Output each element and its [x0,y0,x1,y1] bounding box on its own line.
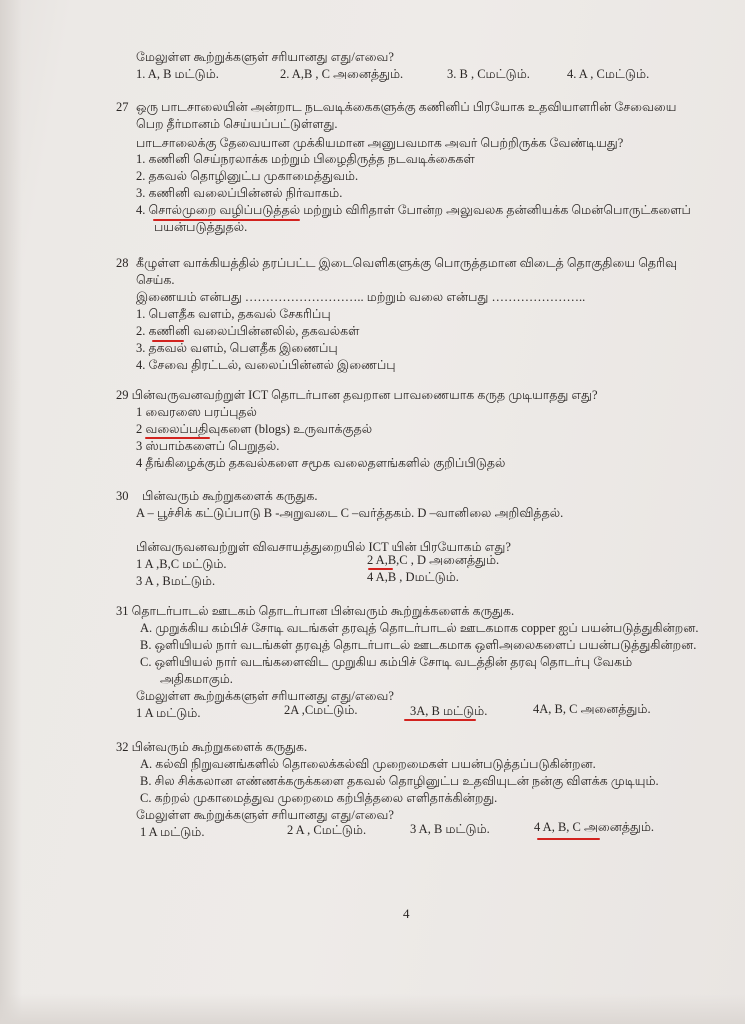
q30-option-2: 2 A,B,C , D அனைத்தும். [367,553,500,567]
q27-option-1: 1. கணினி செய்நரலாக்க மற்றும் பிழைதிருத்த நடவடிக்கைகள் [136,152,475,166]
q32-option-2: 2 A , Cமட்டும். [287,823,367,837]
q28-line2: செய்க. [136,273,175,287]
q32-option-1: 1 A மட்டும். [140,825,205,839]
top-option-1: 1. A, B மட்டும். [136,67,219,81]
page-number: 4 [403,906,410,921]
q31-answer-underline [404,719,476,721]
q30-option-3: 3 A , Bமட்டும். [136,574,216,588]
q27-number: 27 [116,100,129,114]
q29-option-3: 3 ஸ்பாம்களைப் பெறுதல். [136,439,280,453]
top-question-line: மேலுள்ள கூற்றுக்களுள் சரியானது எது/எவை? [136,50,394,64]
q29-line1 [116,388,598,403]
q32-statement-c: C. கற்றல் முகாமைத்துவ முறைமை கற்பித்தலை எளிதாக்கின்றது. [140,791,498,805]
q29-option-4: 4 தீங்கிழைக்கும் தகவல்களை சமூக வலைதளங்களில் குறிப்பிடுதல் [136,456,506,470]
q32-number: 32 [116,740,129,754]
q27-option-4-cont: பயன்படுத்துதல். [154,220,248,234]
page-shadow-bottom [0,994,745,1024]
q30-number: 30 [116,489,129,503]
q31-question-line: மேலுள்ள கூற்றுக்களுள் சரியானது எது/எவை? [136,689,394,703]
q30-line3: பின்வருவனவற்றுள் விவசாயத்துறையில் ICT யின் பிரயோகம் எது? [136,540,511,554]
q29-number: 29 [116,388,129,402]
q31-statement-b: B. ஒளியியல் நார் வடங்கள் தரவுத் தொடர்பாடல் ஊடகமாக ஒளிஅலைகளைப் பயன்படுத்துகின்றன. [140,638,697,652]
q32-statement-a: A. கல்வி நிறுவனங்களில் தொலைக்கல்வி முறைமைகள் பயன்படுத்தப்படுகின்றன. [140,757,596,771]
q27-line1: ஒரு பாடசாலையின் அன்றாட நடவடிக்கைகளுக்கு கணினிப் பிரயோக உதவியாளரின் சேவையை [136,100,677,114]
q30-line1: பின்வரும் கூற்றுகளைக் கருதுக. [142,489,318,503]
q32-question-line: மேலுள்ள கூற்றுக்களுள் சரியானது எது/எவை? [136,808,394,822]
q29-option-1: 1 வைரஸை பரப்புதல் [136,405,257,419]
q28-line3: இணையம் என்பது ……………………….. மற்றும் வலை என்பது ………………….. [136,290,586,304]
q28-option-1: 1. பௌதீக வளம், தகவல் சேகரிப்பு [136,307,331,321]
q32-option-4: 4 A, B, C அனைத்தும். [534,820,655,834]
q27-line2: பெற தீர்மானம் செய்யப்பட்டுள்ளது. [136,117,338,131]
q32-option-3: 3 A, B மட்டும். [410,822,490,836]
q31-option-4: 4A, B, C அனைத்தும். [533,702,651,716]
q31-option-2: 2A ,Cமட்டும். [284,703,358,717]
q28-number: 28 [116,256,129,270]
q31-line1-text: தொடர்பாடல் ஊடகம் தொடர்பான பின்வரும் கூற்றுக்களைக் கருதுக. [131,604,515,618]
q30-line2: A – பூச்சிக் கட்டுப்பாடு B -அறுவடை C –வர்த்தகம். D –வானிலை அறிவித்தல். [136,506,564,520]
q31-statement-a: A. முறுக்கிய கம்பிச் சோடி வடங்கள் தரவுத் தொடர்பாடல் ஊடகமாக copper ஐப் பயன்படுத்துகின்றன. [140,621,699,635]
q29-option-2: 2 வலைப்பதிவுகளை (blogs) உருவாக்குதல் [136,422,373,436]
top-option-3: 3. B , Cமட்டும். [447,67,530,81]
q27-option-2: 2. தகவல் தொழினுட்ப முகாமைத்துவம். [136,169,359,183]
q28-option-3: 3. தகவல் வளம், பௌதீக இணைப்பு [136,341,338,355]
q30-option-1: 1 A ,B,C மட்டும். [136,557,227,571]
q31-line1 [116,604,514,619]
q27-line3: பாடசாலைக்கு தேவையான முக்கியமான அனுபவமாக அவர் பெற்றிருக்க வேண்டியது? [136,136,624,150]
q32-statement-b: B. சில சிக்கலான எண்ணக்கருக்களை தகவல் தொழினுட்ப உதவியுடன் நன்கு விளக்க முடியும். [140,774,659,788]
q28-option-4: 4. சேவை திரட்டல், வலைப்பின்னல் இணைப்பு [136,358,396,372]
top-option-4: 4. A , Cமட்டும். [567,67,650,81]
q29-line1-text: பின்வருவனவற்றுள் ICT தொடர்பான தவறான பாவணையாக கருத முடியாதது எது? [131,388,598,402]
q31-statement-c: C. ஒளியியல் நார் வடங்களைவிட முறுகிய கம்பிச் சோடி வடத்தின் தரவு தொடர்பு வேகம் [140,655,633,669]
q31-statement-c-cont: அதிகமாகும். [160,672,233,686]
q32-line1-text: பின்வரும் கூற்றுகளைக் கருதுக. [131,740,308,754]
q27-option-3: 3. கணினி வலைப்பின்னல் நிர்வாகம். [136,186,343,200]
q31-option-1: 1 A மட்டும். [136,706,201,720]
q31-number: 31 [116,604,129,618]
q27-option-4: 4. சொல்முறை வழிப்படுத்தல் மற்றும் விரிதாள் போன்ற அலுவலக தன்னியக்க மென்பொருட்களைப் [136,203,691,217]
q32-line1 [116,740,307,755]
page-shadow-left [0,0,22,1024]
top-option-2: 2. A,B , C அனைத்தும். [280,67,404,81]
q28-option-2: 2. கணினி வலைப்பின்னலில், தகவல்கள் [136,324,360,338]
q30-option-4: 4 A,B , Dமட்டும். [367,570,459,584]
q28-line1: கீழுள்ள வாக்கியத்தில் தரப்பட்ட இடைவெளிகளுக்கு பொருத்தமான விடைத் தொகுதியை தெரிவு [136,256,678,270]
q31-option-3: 3A, B மட்டும். [410,704,488,718]
q32-answer-underline [537,838,600,840]
